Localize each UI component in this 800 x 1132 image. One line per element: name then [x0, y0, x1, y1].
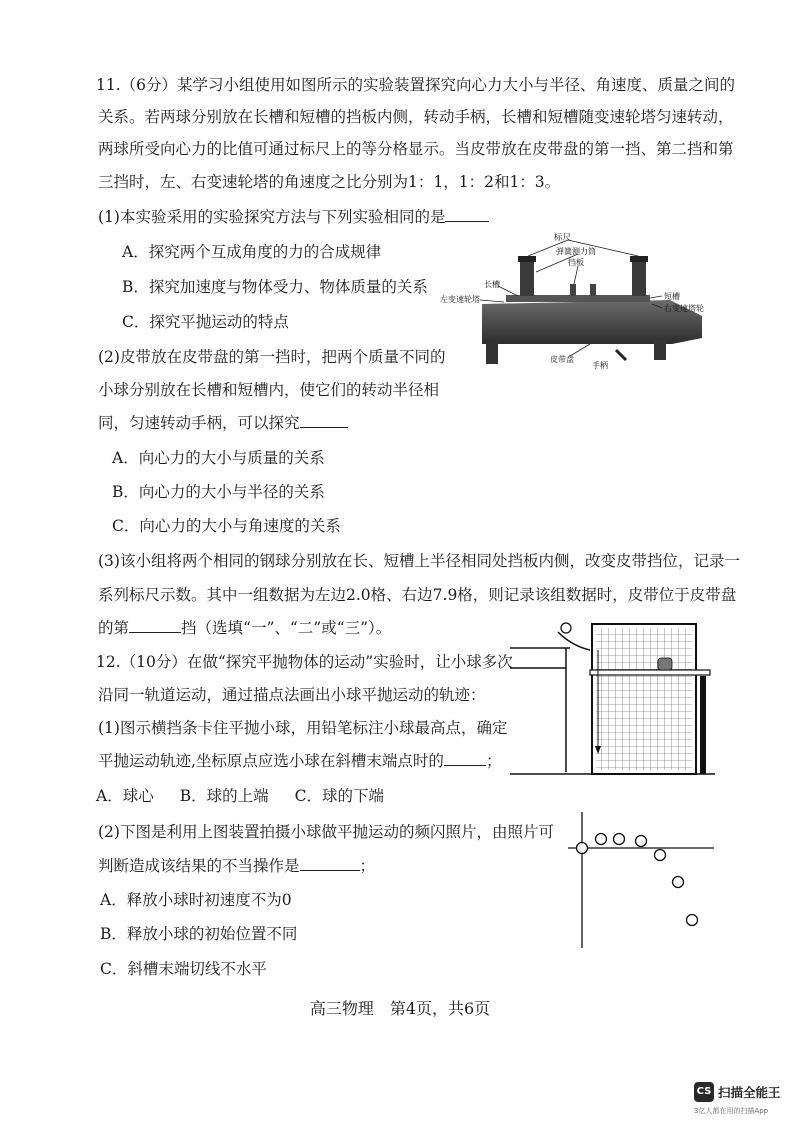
scanner-logo: CS [694, 1082, 714, 1102]
q12-part2-option-c: C．斜槽末端切线不水平 [100, 960, 267, 978]
label-left-tower: 左变速轮塔 [440, 295, 480, 304]
apparatus-leg [486, 342, 498, 364]
trajectory-point [636, 836, 647, 847]
handle [616, 350, 626, 360]
support-post [700, 676, 706, 774]
q12-part2-option-a: A．释放小球时初速度不为0 [100, 891, 292, 909]
q12-part2-option-b: B．释放小球的初始位置不同 [100, 925, 298, 943]
q11-stem-line-3: 两球所受向心力的比值可通过标尺上的等分格显示。当皮带放在皮带盘的第一挡、第二挡和第 [98, 140, 734, 158]
trajectory-point [673, 877, 684, 888]
q11-stem-line-2: 关系。若两球分别放在长槽和短槽的挡板内侧，转动手柄，长槽和短槽随变速轮塔匀速转动， [98, 108, 734, 126]
label-right-tower: 右变速塔轮 [664, 304, 704, 313]
q12-part1-text: 平抛运动轨迹,坐标原点应选小球在斜槽末端点时的 [98, 752, 444, 770]
label-belt-disk: 皮带盘 [550, 355, 574, 364]
q11-part2-line-1: (2)皮带放在皮带盘的第一挡时，把两个质量不同的 [98, 348, 446, 366]
answer-blank [300, 413, 348, 428]
trajectory-point [614, 834, 625, 845]
q11-part2-option-a: A．向心力的大小与质量的关系 [112, 449, 325, 467]
q11-part2-option-b: B．向心力的大小与半径的关系 [112, 483, 325, 501]
short-slot [606, 295, 650, 302]
label-handle: 手柄 [592, 361, 608, 370]
label-long-slot: 长槽 [484, 280, 500, 289]
page-footer: 高三物理 第4页，共6页 [309, 999, 491, 1018]
clamp [658, 658, 672, 670]
left-column-top [518, 256, 536, 262]
q12-part1-options [96, 786, 384, 806]
q11-part1-option-a: A．探究两个互成角度的力的合成规律 [122, 243, 382, 261]
label-ruler: 标尺 [554, 233, 572, 243]
ball [561, 623, 571, 633]
baffle [570, 284, 576, 296]
trajectory-point [655, 850, 666, 861]
q11-part2-option-c: C．向心力的大小与角速度的关系 [112, 517, 341, 535]
q11-stem-line-1: 11.（6分）某学习小组使用如图所示的实验装置探究向心力大小与半径、角速度、质量之间的 [96, 76, 736, 94]
q11-part2-text: 同，匀速转动手柄，可以探究 [98, 414, 300, 432]
answer-blank [444, 751, 486, 766]
answer-blank [129, 618, 181, 633]
right-column-top [630, 256, 648, 262]
q11-part3-line-1: (3)该小组将两个相同的钢球分别放在长、短槽上半径相同处挡板内侧，改变皮带挡位，记录一 [98, 552, 740, 570]
q11-part2-line-2: 小球分别放在长槽和短槽内，使它们的转动半径相 [98, 381, 440, 399]
q11-part1-text: (1)本实验采用的实验探究方法与下列实验相同的是 [98, 208, 446, 226]
trajectory-point [596, 834, 607, 845]
q12-part2-semicolon: ； [359, 857, 376, 875]
label-short-slot: 短槽 [664, 292, 680, 301]
projectile-apparatus-figure [510, 620, 715, 780]
baffle [590, 284, 596, 296]
q11-part3-line-3 [98, 618, 391, 638]
q11-part1-option-c: C．探究平抛运动的特点 [122, 313, 289, 331]
label-spring-sleeve: 弹簧测力筒 [556, 247, 596, 256]
q12-part2-text: 判断造成该结果的不当操作是 [98, 857, 300, 875]
left-column [520, 260, 534, 296]
label-baffle: 挡板 [568, 258, 584, 267]
q11-stem-line-4: 三挡时，左、右变速轮塔的角速度之比分别为1：1，1：2和1：3。 [98, 173, 561, 191]
q12-part1-option-c: C．球的下端 [294, 787, 384, 805]
grid-paper [596, 628, 692, 770]
answer-blank [300, 856, 360, 871]
q11-part3-text-a: 的第 [98, 619, 130, 637]
q11-part2-line-3 [98, 413, 348, 433]
q12-part2-line-1: (2)下图是利用上图装置拍摄小球做平抛运动的频闪照片，由照片可 [98, 823, 554, 841]
q12-stem-line-1: 12.（10分）在做“探究平抛物体的运动”实验时，让小球多次 [96, 653, 513, 671]
q11-part1-option-b: B．探究加速度与物体受力、物体质量的关系 [122, 278, 428, 296]
scanner-tagline: 3亿人都在用的扫描App [694, 1107, 769, 1115]
q12-part2-line-2 [98, 856, 375, 876]
leader-line [480, 300, 504, 302]
strobe-photo-figure [566, 810, 716, 952]
q12-part1-line-2 [98, 751, 501, 771]
q11-part1 [98, 207, 489, 227]
leader-line [650, 296, 662, 298]
centripetal-force-apparatus-figure [440, 232, 740, 372]
q11-part3-text-b: 挡（选填“一”、“二”或“三”）。 [181, 619, 392, 637]
trajectory-point [687, 915, 698, 926]
answer-blank [445, 207, 489, 222]
q12-part1-option-a: A．球心 [96, 787, 154, 805]
q12-part1-line-1: (1)图示横挡条卡住平抛小球，用铅笔标注小球最高点，确定 [98, 719, 508, 737]
apparatus-leg [654, 338, 666, 360]
leader-line [498, 286, 518, 296]
horizontal-bar [590, 670, 710, 675]
right-column [632, 260, 646, 296]
trajectory-point [577, 843, 588, 854]
scanner-app-name: 扫描全能王 [718, 1085, 781, 1100]
q11-part3-line-2: 系列标尺示数。其中一组数据为左边2.0格、右边7.9格，则记录该组数据时，皮带位于皮带盘 [98, 586, 737, 604]
long-slot [506, 295, 606, 302]
q12-stem-line-2: 沿同一轨道运动，通过描点法画出小球平抛运动的轨迹： [98, 686, 486, 704]
q12-part1-option-b: B．球的上端 [179, 787, 269, 805]
q12-part1-semicolon: ； [485, 752, 502, 770]
leader-line [574, 266, 578, 284]
